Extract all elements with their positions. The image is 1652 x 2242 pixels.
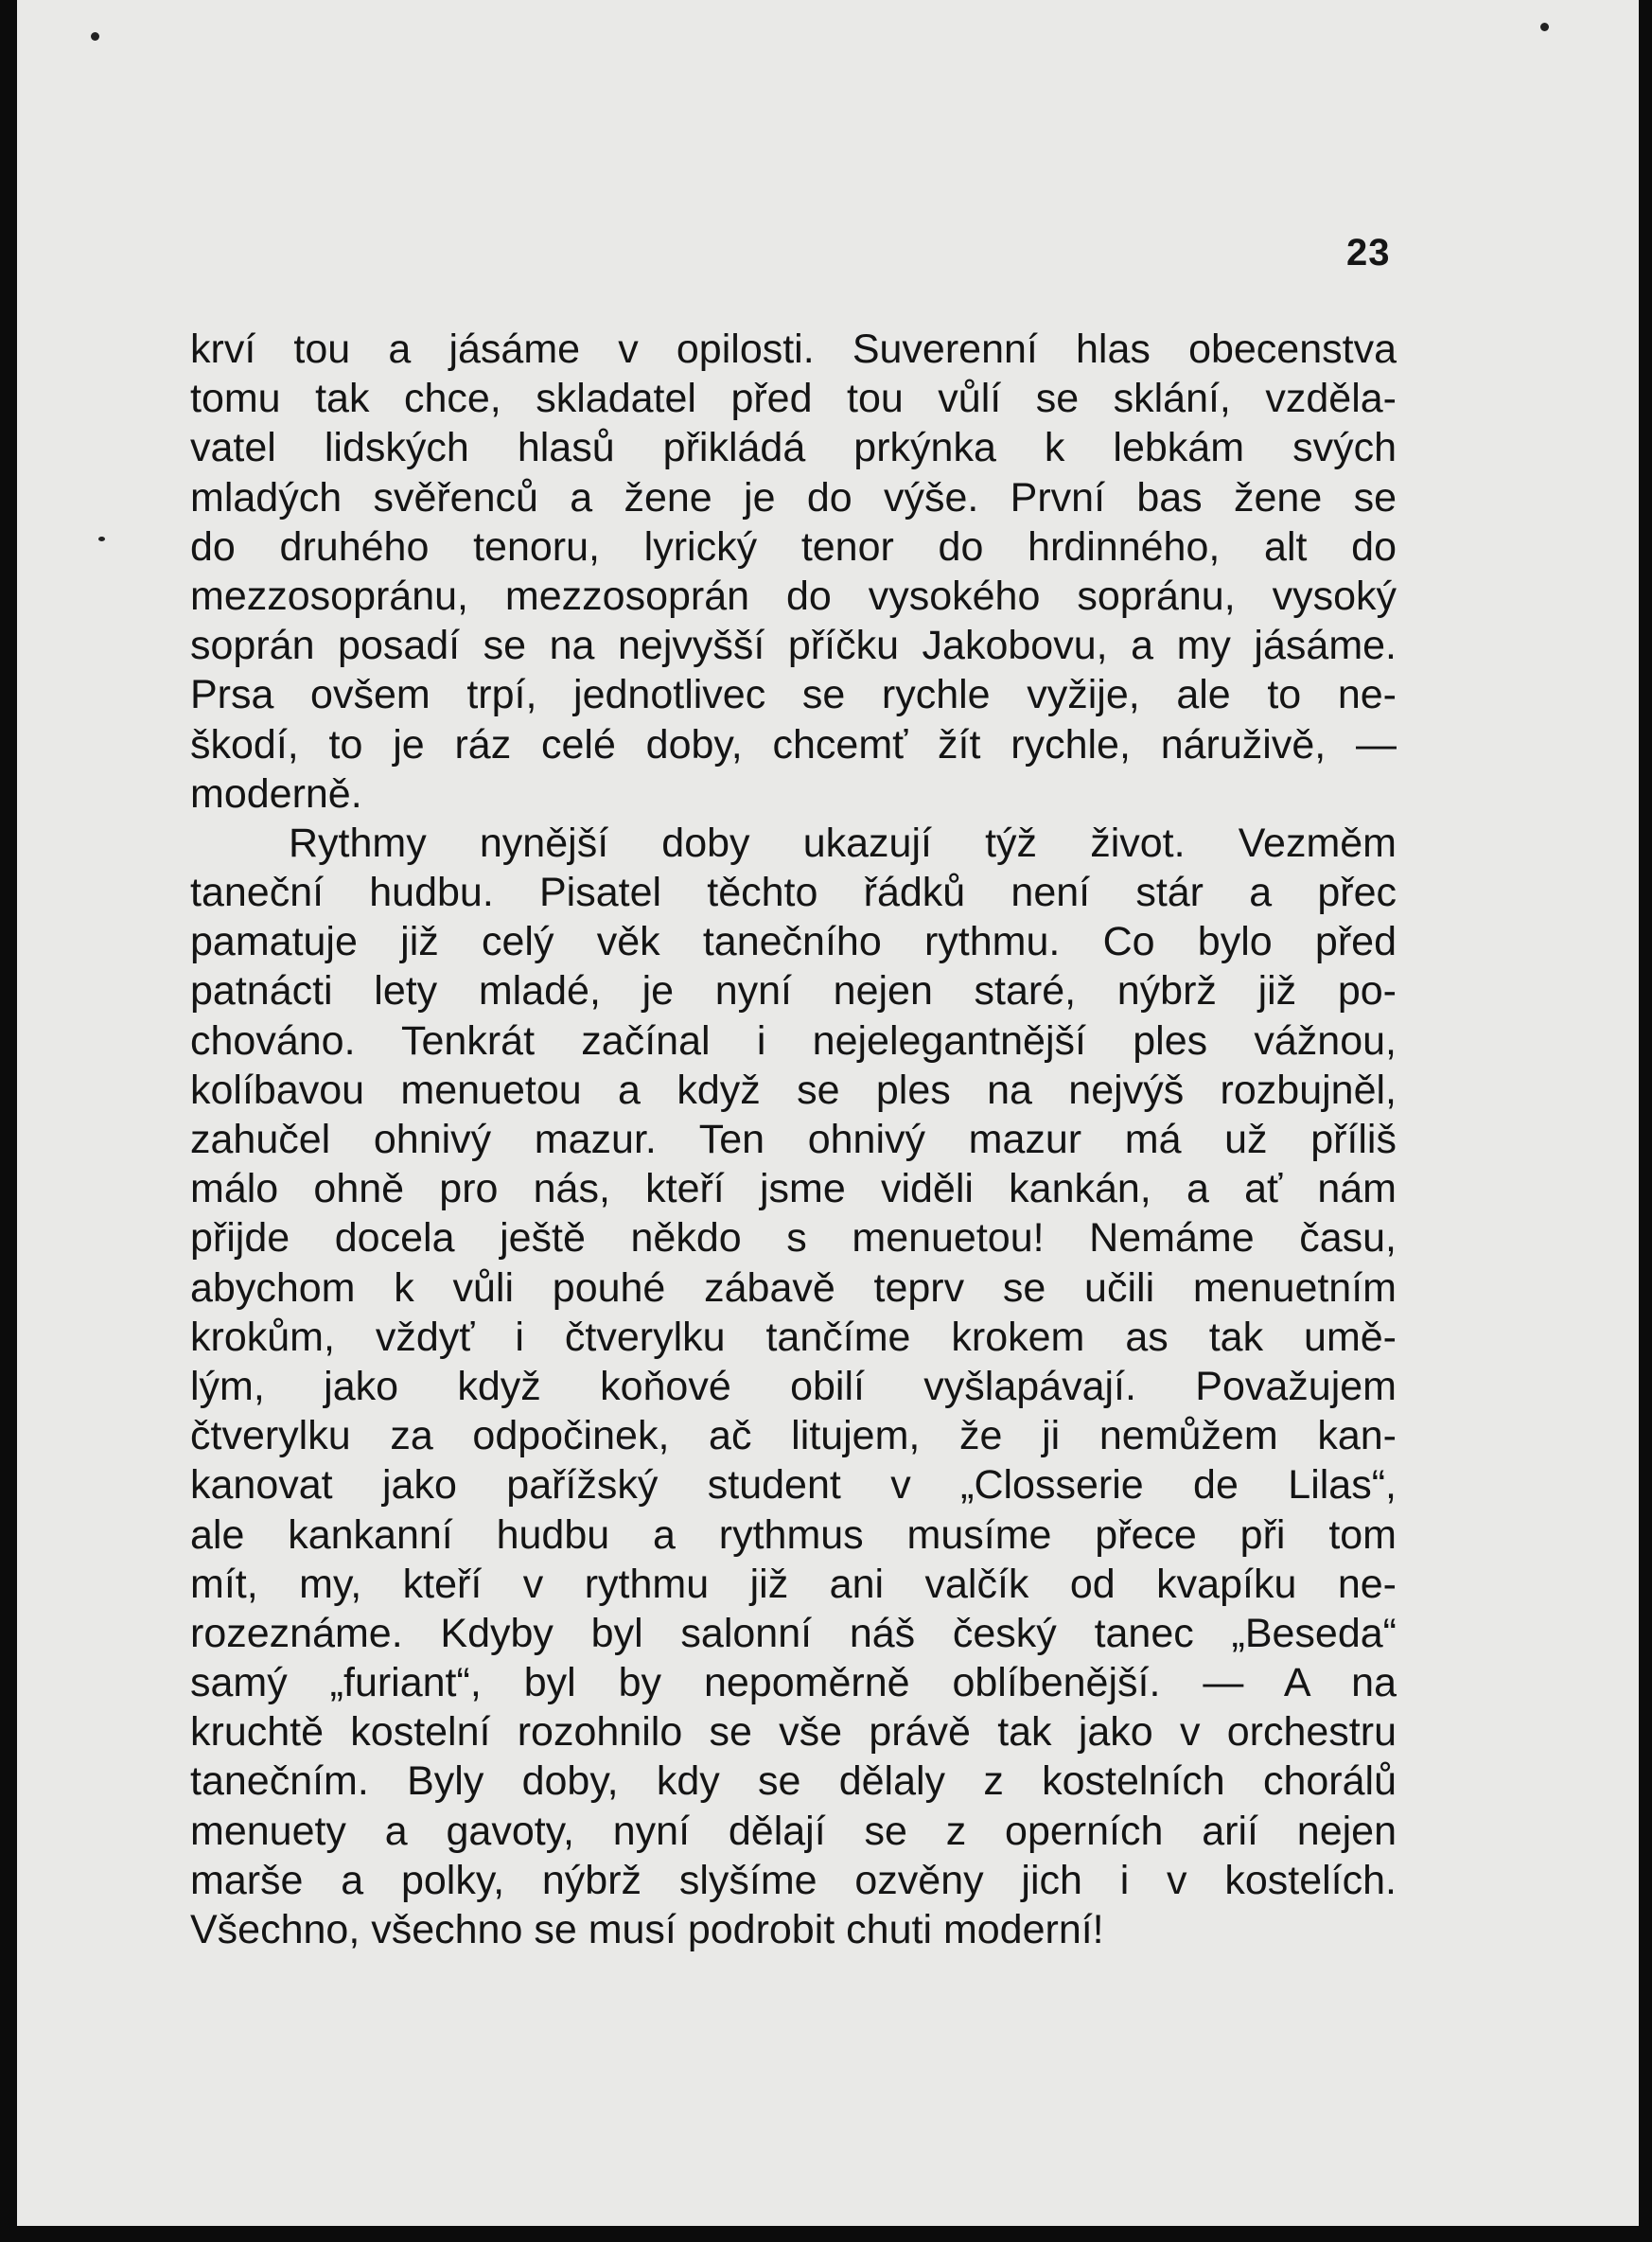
text-line: krokům, vždyť i čtverylku tančíme krokem as tak umě-	[190, 1314, 1397, 1360]
text-line: samý „furiant“, byl by nepoměrně oblíbenější. — A na	[190, 1660, 1397, 1706]
text-line: přijde docela ještě někdo s menuetou! Nemáme času,	[190, 1215, 1397, 1262]
text-line: zahučel ohnivý mazur. Ten ohnivý mazur má už příliš	[190, 1117, 1397, 1162]
text-line: kanovat jako pařížský student v „Closserie de Lilas“,	[190, 1462, 1397, 1509]
text-line: kolíbavou menuetou a když se ples na nejvýš rozbujněl,	[190, 1067, 1397, 1113]
body-text	[190, 325, 1397, 1954]
text-line: chováno. Tenkrát začínal i nejelegantnější ples vážnou,	[190, 1017, 1397, 1064]
text-line: škodí, to je ráz celé doby, chcemť žít rychle, náruživě, —	[190, 721, 1397, 768]
text-line: menuety a gavoty, nyní dělají se z operních arií nejen	[190, 1808, 1397, 1854]
scan-speck-top-left	[91, 32, 99, 41]
page-number: 23	[1346, 232, 1391, 274]
text-line: tanečním. Byly doby, kdy se dělaly z kostelních chorálů	[190, 1758, 1397, 1805]
text-line: pamatuje již celý věk tanečního rythmu. Co bylo před	[190, 919, 1397, 965]
text-line: mladých svěřenců a žene je do výše. První bas žene se	[190, 474, 1397, 521]
text-line-paragraph-end: moderně.	[190, 770, 362, 817]
text-line: Prsa ovšem trpí, jednotlivec se rychle vyžije, ale to ne-	[190, 672, 1397, 718]
text-line-paragraph-end: Všechno, všechno se musí podrobit chuti moderní!	[190, 1907, 1104, 1952]
text-line: taneční hudbu. Pisatel těchto řádků není stár a přec	[190, 870, 1397, 916]
text-line: mezzosopránu, mezzosoprán do vysokého sopránu, vysoký	[190, 573, 1397, 619]
text-line: čtverylku za odpočinek, ač litujem, že ji nemůžem kan-	[190, 1413, 1397, 1459]
text-line-paragraph-start: Rythmy nynější doby ukazují týž život. Vezměm	[289, 820, 1397, 866]
scan-speck-left-margin	[98, 537, 105, 541]
text-line: tomu tak chce, skladatel před tou vůlí se sklání, vzděla-	[190, 376, 1397, 422]
text-line: patnácti lety mladé, je nyní nejen staré, nýbrž již po-	[190, 968, 1397, 1015]
text-line: málo ohně pro nás, kteří jsme viděli kankán, a ať nám	[190, 1166, 1397, 1212]
text-line: krví tou a jásáme v opilosti. Suverenní hlas obecenstva	[190, 327, 1397, 372]
text-line: soprán posadí se na nejvyšší příčku Jakobovu, a my jásáme.	[190, 623, 1397, 669]
scan-speck-top-right	[1540, 23, 1549, 31]
text-line: abychom k vůli pouhé zábavě teprv se učili menuetním	[190, 1264, 1397, 1311]
text-line: rozeznáme. Kdyby byl salonní náš český tanec „Beseda“	[190, 1610, 1397, 1656]
text-line: ale kankanní hudbu a rythmus musíme přece při tom	[190, 1511, 1397, 1558]
text-line: marše a polky, nýbrž slyšíme ozvěny jich i v kostelích.	[190, 1857, 1397, 1903]
text-line: mít, my, kteří v rythmu již ani valčík od kvapíku ne-	[190, 1561, 1397, 1607]
scanned-page	[17, 0, 1639, 2226]
text-line: kruchtě kostelní rozohnilo se vše právě tak jako v orchestru	[190, 1709, 1397, 1756]
text-line: lým, jako když koňové obilí vyšlapávají. Považujem	[190, 1363, 1397, 1409]
text-line: vatel lidských hlasů přikládá prkýnka k lebkám svých	[190, 425, 1397, 471]
text-line: do druhého tenoru, lyrický tenor do hrdinného, alt do	[190, 523, 1397, 570]
